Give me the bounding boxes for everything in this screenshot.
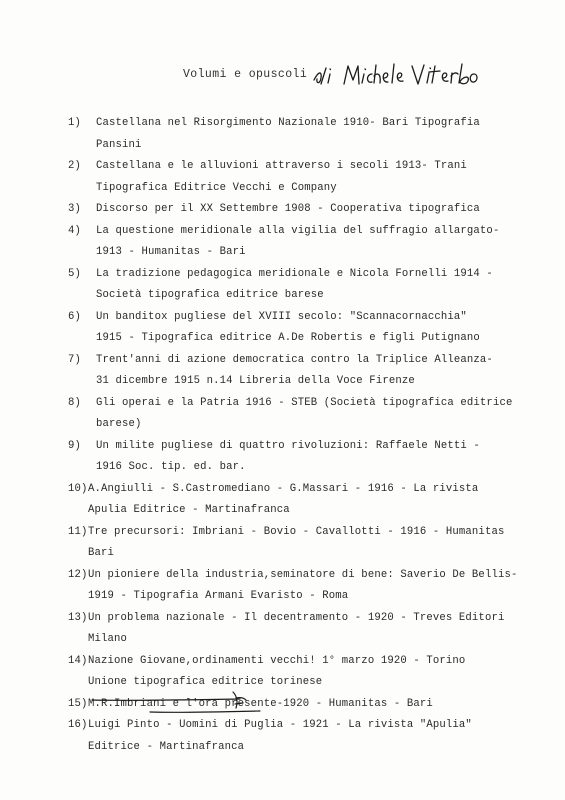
item-text-line: La questione meridionale alla vigilia del suffragio allargato- xyxy=(96,224,500,237)
list-item: 2) Castellana e le alluvioni attraverso i secoli 1913- Trani Tipografica Editrice Vecchi e Company xyxy=(68,156,548,199)
handwritten-underline xyxy=(148,706,268,720)
list-item: 4) La questione meridionale alla vigilia del suffragio allargato- 1913 - Humanitas - Bari xyxy=(68,221,548,264)
item-text-line: 31 dicembre 1915 n.14 Libreria della Voce Firenze xyxy=(96,375,415,387)
item-text-line: Bari xyxy=(88,547,115,559)
item-text-line: 1916 Soc. tip. ed. bar. xyxy=(96,461,246,473)
list-item: 5) La tradizione pedagogica meridionale e Nicola Fornelli 1914 - Società tipografica editrice barese xyxy=(68,264,548,307)
list-item: 1) Castellana nel Risorgimento Nazionale 1910- Bari Tipografia Pansini xyxy=(68,113,548,156)
item-text-line: barese) xyxy=(96,418,142,430)
list-item: 16) Luigi Pinto - Uomini di Puglia - 1921 - La rivista "Apulia" Editrice - Martinafranca xyxy=(68,715,548,758)
item-text-line: Milano xyxy=(88,633,128,645)
item-text-line: Pansini xyxy=(96,138,142,151)
item-text-line: Nazione Giovane,ordinamenti vecchi! 1° marzo 1920 - Torino xyxy=(88,654,466,667)
item-text-line: Discorso per il XX Settembre 1908 - Cooperativa tipografica xyxy=(96,203,480,215)
item-text-line: Un pioniere della industria,seminatore di bene: Saverio De Bellis- xyxy=(88,568,518,581)
list-item: 15) M.R.Imbriani e l'ora presente-1920 - Humanitas - Bari xyxy=(68,694,548,716)
item-text-line: Un milite pugliese di quattro rivoluzioni: Raffaele Netti - xyxy=(96,439,480,452)
item-text-line: Editrice - Martinafranca xyxy=(88,740,245,753)
list-item: 9) Un milite pugliese di quattro rivoluzioni: Raffaele Netti - 1916 Soc. tip. ed. bar. xyxy=(68,436,548,479)
list-item: 11) Tre precursori: Imbriani - Bovio - Cavallotti - 1916 - Humanitas Bari xyxy=(68,522,548,565)
item-text-line: Trent'anni di azione democratica contro la Triplice Alleanza- xyxy=(96,353,493,366)
signature-ink xyxy=(312,60,482,90)
item-text-line: Tre precursori: Imbriani - Bovio - Cavallotti - 1916 - Humanitas xyxy=(88,525,505,538)
item-text-line: Un banditox pugliese del XVIII secolo: "Scannacornacchia" xyxy=(96,310,467,323)
item-text-line: Tipografica Editrice Vecchi e Company xyxy=(96,181,337,194)
item-text-line: Castellana nel Risorgimento Nazionale 1910- Bari Tipografia xyxy=(96,117,480,129)
item-text-line: Castellana e le alluvioni attraverso i secoli 1913- Trani xyxy=(96,160,467,172)
list-item: 10) A.Angiulli - S.Castromediano - G.Massari - 1916 - La rivista Apulia Editrice - Martinafranca xyxy=(68,479,548,522)
publications-list xyxy=(68,113,548,758)
item-text-line: Unione tipografica editrice torinese xyxy=(88,676,323,688)
handwritten-author-signature xyxy=(312,60,482,90)
list-item: 13) Un problema nazionale - Il decentramento - 1920 - Treves Editori Milano xyxy=(68,608,548,651)
list-item: 14) Nazione Giovane,ordinamenti vecchi! 1° marzo 1920 - Torino Unione tipografica editrice torinese xyxy=(68,651,548,694)
list-item: 6) Un banditox pugliese del XVIII secolo: "Scannacornacchia" 1915 - Tipografica editrice A.De Robertis e figli Putignano xyxy=(68,307,548,350)
item-text-line: Gli operai e la Patria 1916 - STEB (Società tipografica editrice xyxy=(96,396,513,409)
list-item: 3) Discorso per il XX Settembre 1908 - Cooperativa tipografica xyxy=(68,199,548,221)
list-item: 7) Trent'anni di azione democratica contro la Triplice Alleanza- 31 dicembre 1915 n.14 Libreria della Voce Firenze xyxy=(68,350,548,393)
item-text-line: Un problema nazionale - Il decentramento - 1920 - Treves Editori xyxy=(88,611,505,624)
item-text-line: 1915 - Tipografica editrice A.De Robertis e figli Putignano xyxy=(96,332,480,344)
list-item: 12) Un pioniere della industria,seminatore di bene: Saverio De Bellis- 1919 - Tipografia Armani Evaristo - Roma xyxy=(68,565,548,608)
list-item: 8) Gli operai e la Patria 1916 - STEB (Società tipografica editrice barese) xyxy=(68,393,548,436)
item-text-line: 1919 - Tipografia Armani Evaristo - Roma xyxy=(88,590,349,602)
item-text-line: Luigi Pinto - Uomini di Puglia - 1921 - La rivista "Apulia" xyxy=(88,719,472,731)
item-text-line: A.Angiulli - S.Castromediano - G.Massari - 1916 - La rivista xyxy=(88,482,479,495)
item-text-line: Società tipografica editrice barese xyxy=(96,289,324,301)
item-text-line: 1913 - Humanitas - Bari xyxy=(96,246,246,258)
item-text-line: M.R.Imbriani e l'ora presente-1920 - Humanitas - Bari xyxy=(88,697,433,710)
page-title: Volumi e opuscoli xyxy=(183,68,308,81)
item-text-line: Apulia Editrice - Martinafranca xyxy=(88,504,290,516)
item-text-line: La tradizione pedagogica meridionale e Nicola Fornelli 1914 - xyxy=(96,267,493,280)
